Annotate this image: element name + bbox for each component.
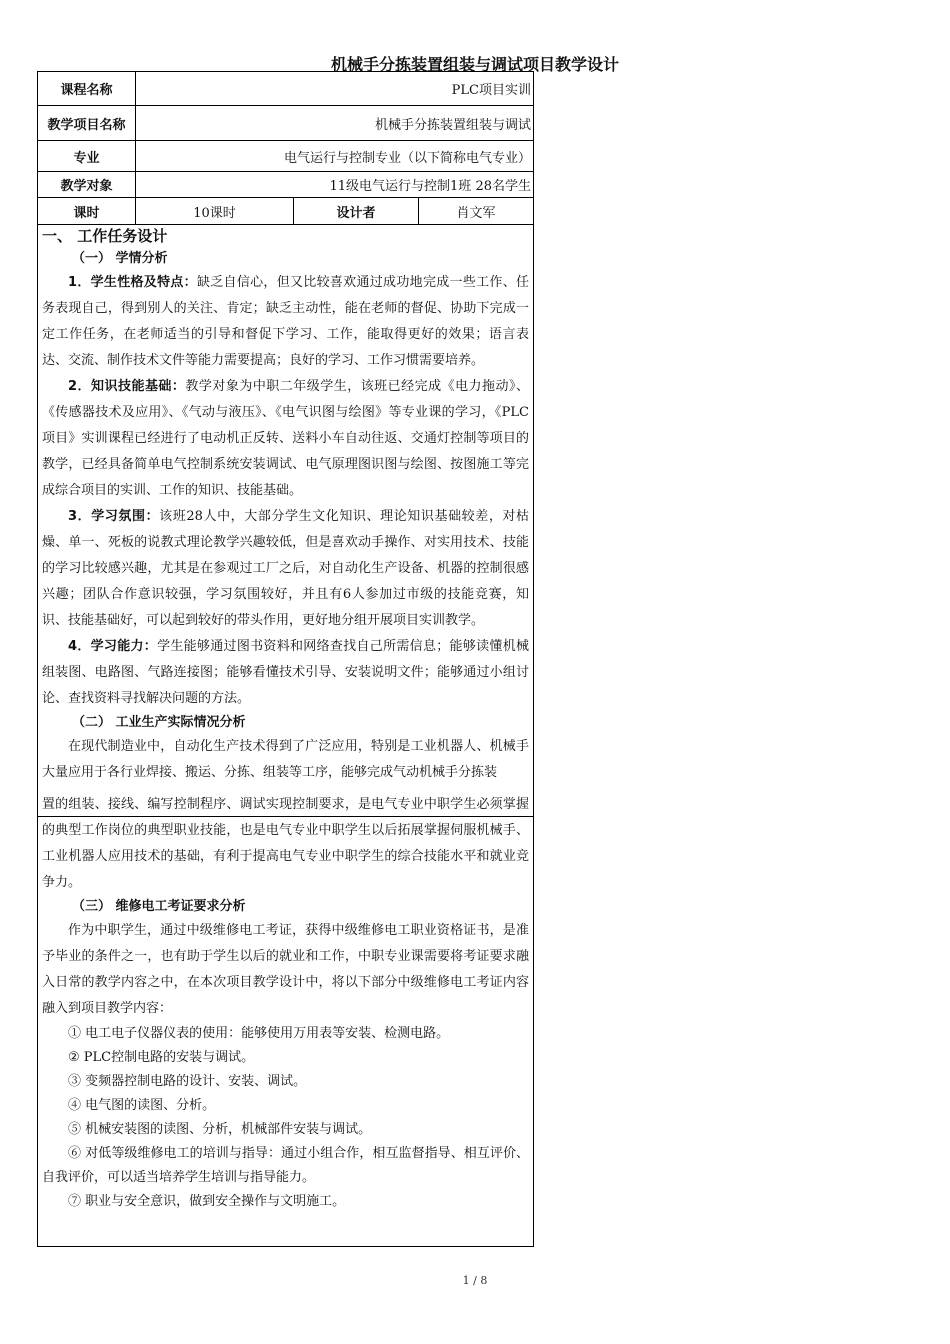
hours-label: 课时 <box>38 198 136 224</box>
paragraph <box>42 634 529 712</box>
designer-label: 设计者 <box>294 198 419 224</box>
course-row <box>38 72 533 106</box>
paragraph-text: 学生能够通过图书资料和网络查找自己所需信息；能够读懂机械组装图、电路图、气路连接图；能够看懂技术引导、安装说明文件；能够通过小组讨论、查找资料寻找解决问题的方法。 <box>42 639 529 706</box>
paragraph-lead: 2．知识技能基础： <box>68 379 186 394</box>
paragraph <box>42 270 529 374</box>
list-item: ⑥ 对低等级维修电工的培训与指导：通过小组合作，相互监督指导、相互评价、自我评价，可以适当培养学生培训与指导能力。 <box>42 1146 529 1185</box>
subsection-heading: （三） 维修电工考证要求分析 <box>72 899 246 914</box>
course-value: PLC项目实训 <box>451 83 531 98</box>
target-row <box>38 172 533 198</box>
designer-value: 肖文军 <box>456 205 496 221</box>
page-break-divider <box>37 816 534 817</box>
project-label: 教学项目名称 <box>38 106 136 140</box>
paragraph-text: 该班28人中，大部分学生文化知识、理论知识基础较差，对枯燥、单一、死板的说教式理论教学兴趣较低，但是喜欢动手操作、对实用技术、技能的学习比较感兴趣，尤其是在参观过工厂之后，对自动化生产设备、机器的控制很感兴趣；团队合作意识较强，学习氛围较好，并且有6人参加过市级的技能竞赛，知识、技能基础好，可以起到较好的带头作用，更好地分组开展项目实训教学。 <box>42 509 530 628</box>
document-title: 机械手分拣装置组装与调试项目教学设计 <box>330 55 619 74</box>
major-label: 专业 <box>38 141 136 171</box>
target-label: 教学对象 <box>38 172 136 197</box>
paragraph <box>42 504 529 634</box>
hours-value: 10课时 <box>136 198 294 224</box>
subsection-heading: （二） 工业生产实际情况分析 <box>72 715 246 730</box>
project-row <box>38 106 533 141</box>
paragraph: 置的组装、接线、编写控制程序、调试实现控制要求，是电气专业中职学生必须掌握的典型工作岗位的典型职业技能，也是电气专业中职学生以后拓展掌握伺服机械手、工业机器人应用技术的基础，有利于提高电气专业中职学生的综合技能水平和就业竞争力。 <box>42 797 529 890</box>
course-label: 课程名称 <box>38 72 136 105</box>
design-table <box>37 71 534 1247</box>
paragraph-lead: 4．学习能力： <box>68 639 158 654</box>
paragraph-text: 教学对象为中职二年级学生，该班已经完成《电力拖动》、《传感器技术及应用》、《气动与液压》、《电气识图与绘图》等专业课的学习，《PLC项目》实训课程已经进行了电动机正反转、送料小车自动往返、交通灯控制等项目的教学，已经具备简单电气控制系统安装调试、电气原理图识图与绘图、按图施工等完成综合项目的实训、工作的知识、技能基础。 <box>42 379 529 498</box>
page-number: 1 / 8 <box>462 1274 488 1287</box>
subsection-heading: （一） 学情分析 <box>72 251 168 266</box>
paragraph: 作为中职学生，通过中级维修电工考证，获得中级维修电工职业资格证书，是准予毕业的条件之一，也有助于学生以后的就业和工作，中职专业课需要将考证要求融入日常的教学内容之中，在本次项目教学设计中，将以下部分中级维修电工考证内容融入到项目教学内容： <box>42 923 529 1016</box>
list-item: ② PLC控制电路的安装与调试。 <box>68 1050 255 1065</box>
paragraph-lead: 1．学生性格及特点： <box>68 275 197 290</box>
paragraph-lead: 3．学习氛围： <box>68 509 160 524</box>
list-item: ① 电工电子仪器仪表的使用：能够使用万用表等安装、检测电路。 <box>68 1026 450 1041</box>
paragraph: 在现代制造业中，自动化生产技术得到了广泛应用，特别是工业机器人、机械手大量应用于各行业焊接、搬运、分拣、组装等工序，能够完成气动机械手分拣装 <box>42 739 529 780</box>
paragraph-text: 缺乏自信心，但又比较喜欢通过成功地完成一些工作、任务表现自己，得到别人的关注、肯定；缺乏主动性，能在老师的督促、协助下完成一定工作任务，在老师适当的引导和督促下学习、工作，能取得更好的效果；语言表达、交流、制作技术文件等能力需要提高；良好的学习、工作习惯需要培养。 <box>42 275 529 368</box>
section-heading: 一、 工作任务设计 <box>42 227 168 245</box>
hours-row <box>38 198 533 225</box>
project-value: 机械手分拣装置组装与调试 <box>374 117 531 133</box>
list-item: ⑦ 职业与安全意识，做到安全操作与文明施工。 <box>68 1194 346 1209</box>
section-body <box>38 224 533 1214</box>
target-value: 11级电气运行与控制1班 28名学生 <box>329 179 531 194</box>
list-item: ⑤ 机械安装图的读图、分析，机械部件安装与调试。 <box>68 1122 372 1137</box>
list-item: ③ 变频器控制电路的设计、安装、调试。 <box>68 1074 307 1089</box>
major-row <box>38 141 533 172</box>
list-item: ④ 电气图的读图、分析。 <box>68 1098 216 1113</box>
major-value: 电气运行与控制专业（以下简称电气专业） <box>283 150 531 166</box>
paragraph <box>42 374 529 504</box>
